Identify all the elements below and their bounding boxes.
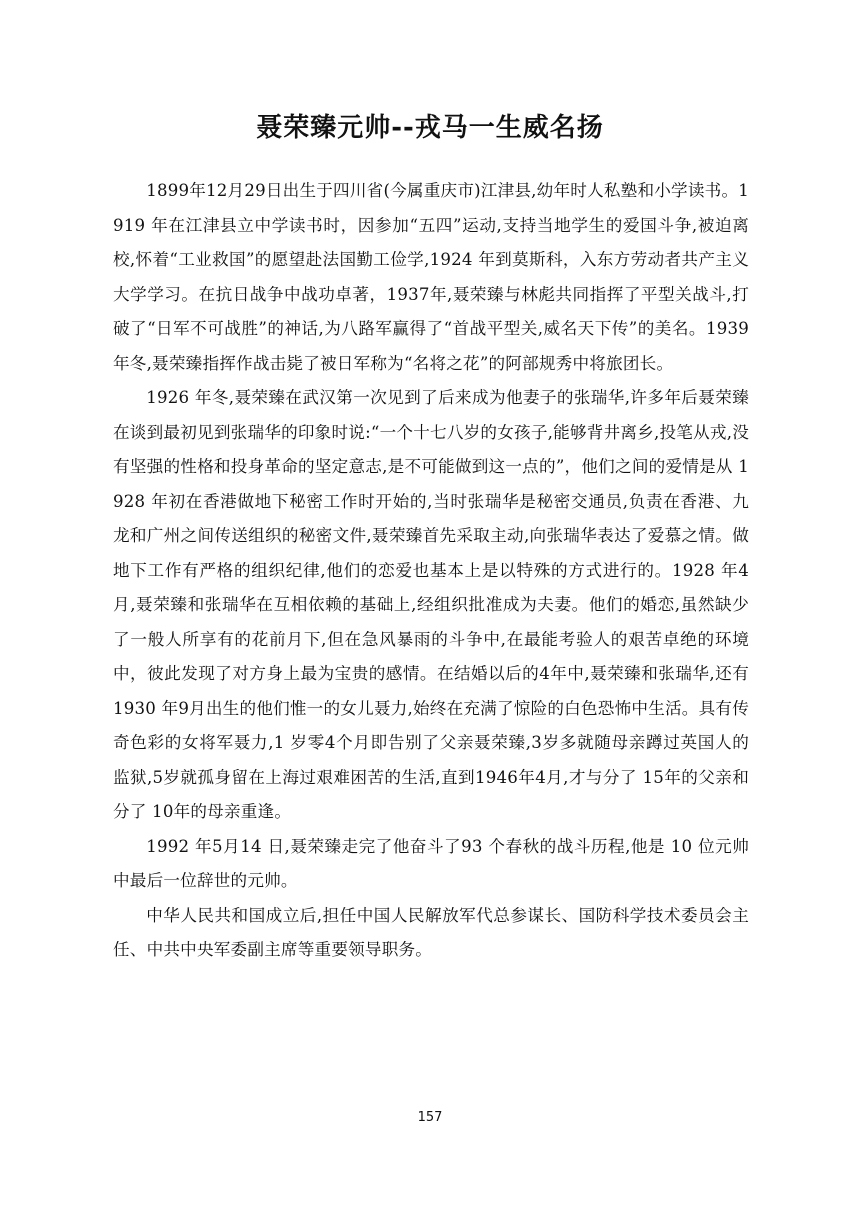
paragraph-death: 1992 年5月14 日,聂荣臻走完了他奋斗了93 个春秋的战斗历程,他是 10 位元帅中最后一位辞世的元帅。 bbox=[113, 836, 749, 890]
page-title: 聂荣臻元帅--戎马一生威名扬 bbox=[256, 113, 604, 143]
article-body bbox=[113, 174, 749, 968]
page-number: 157 bbox=[417, 1110, 443, 1125]
paragraph-biography: 1899年12月29日出生于四川省(今属重庆市)江津县,幼年时人私塾和小学读书。1919 年在江津县立中学读书时，因参加“五四”运动,支持当地学生的爱国斗争,被迫离校,怀着“工业救国”的愿望赴法国勤工俭学,1924 年到莫斯科，入东方劳动者共产主义大学学习。在抗日战争中战功卓著，1937年,聂荣臻与林彪共同指挥了平型关战斗,打破了“日军不可战胜”的神话,为八路军赢得了“首战平型关,威名天下传”的美名。1939 年冬,聂荣臻指挥作战击毙了被日军称为“名将之花”的阿部规秀中将旅团长。 bbox=[113, 181, 749, 373]
paragraph-posts: 中华人民共和国成立后,担任中国人民解放军代总参谋长、国防科学技术委员会主任、中共中央军委副主席等重要领导职务。 bbox=[113, 905, 749, 959]
paragraph-marriage: 1926 年冬,聂荣臻在武汉第一次见到了后来成为他妻子的张瑞华,许多年后聂荣臻在谈到最初见到张瑞华的印象时说:“一个十七八岁的女孩子,能够背井离乡,投笔从戎,没有坚强的性格和投身革命的坚定意志,是不可能做到这一点的”，他们之间的爱情是从 1928 年初在香港做地下秘密工作时开始的,当时张瑞华是秘密交通员,负责在香港、九龙和广州之间传送组织的秘密文件,聂荣臻首先采取主动,向张瑞华表达了爱慕之情。做地下工作有严格的组织纪律,他们的恋爱也基本上是以特殊的方式进行的。1928 年4月,聂荣臻和张瑞华在互相依赖的基础上,经组织批准成为夫妻。他们的婚恋,虽然缺少了一般人所享有的花前月下,但在急风暴雨的斗争中,在最能考验人的艰苦卓绝的环境中，彼此发现了对方身上最为宝贵的感情。在结婚以后的4年中,聂荣臻和张瑞华,还有 1930 年9月出生的他们惟一的女儿聂力,始终在充满了惊险的白色恐怖中生活。具有传奇色彩的女将军聂力,1 岁零4个月即告别了父亲聂荣臻,3岁多就随母亲蹲过英国人的监狱,5岁就孤身留在上海过艰难困苦的生活,直到1946年4月,才与分了 15年的父亲和分了 10年的母亲重逢。 bbox=[113, 388, 749, 821]
